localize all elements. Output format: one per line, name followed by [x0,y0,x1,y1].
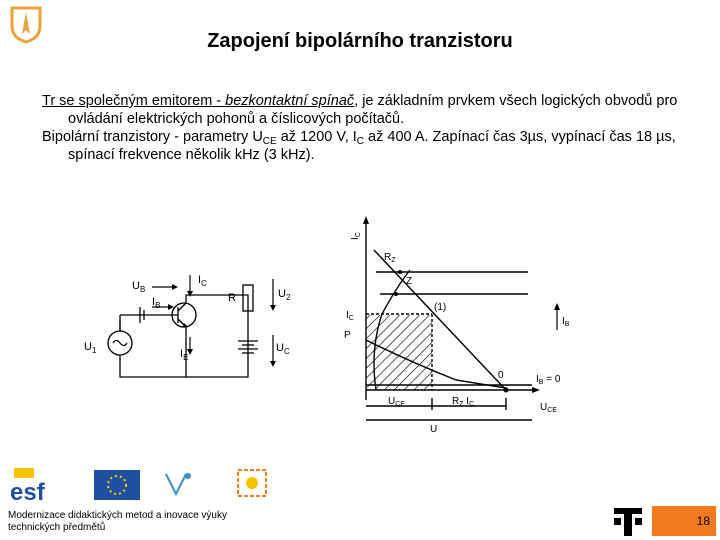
paragraph-2 [42,128,692,164]
para2-c: až 400 A. Zapínací čas 3µs, vypínací čas 18 µs, spínací frekvence několik kHz (3 kHz). [68,129,676,163]
label-z: Z [406,276,413,287]
para2-b: až 1200 V, I [276,129,357,145]
ministry-logo [158,470,198,500]
label-ic: $I_C$ [198,274,207,288]
footer-text [8,510,308,534]
op-logo [238,470,266,496]
label-ib-arrow: $I_B$ [562,316,570,328]
label-ub: $U_B$ [132,280,146,294]
label-ic-level: $I_C$ [346,310,354,322]
label-u: U [430,424,438,435]
footer-line-2: technických předmětů [8,522,106,533]
footer-line-1: Modernizace didaktických metod a inovace výuky [8,510,227,521]
axis-label-ic: $I_C$ [350,232,362,240]
label-ib: $I_B$ [152,296,161,310]
label-uc: $U_C$ [276,342,290,356]
label-p: P [344,330,351,341]
faculty-logo-icon [614,506,642,536]
para1-end: , je základním prvkem všech logických obvodů pro ovládání elektrických pohonů a číslicových počítačů. [68,93,678,127]
eu-flag-logo [94,470,140,500]
para1-emphasis: bezkontaktní spínač [225,93,355,109]
body-text [42,92,692,164]
para1-start: Tr se společným emitorem - [42,93,226,109]
label-zero: 0 [498,370,504,381]
label-r: R [228,292,236,304]
label-ib-zero: $I_B = 0$ [536,374,561,386]
label-point-1: (1) [434,302,447,313]
label-rz: $R_Z$ [384,252,396,264]
page-number-badge [652,506,716,536]
label-uce: $U_{CE}$ [388,396,405,408]
transistor-circuit-diagram [80,265,300,390]
esf-logo [8,468,80,506]
label-u1: $U_1$ [84,341,97,355]
para2-a: Bipolární tranzistory - parametry U [42,129,263,145]
output-characteristics-graph [336,210,576,440]
page-number: 18 [696,514,710,528]
paragraph-1 [42,92,692,128]
para2-sub2: C [356,136,365,147]
footer-logo-strip [8,466,288,506]
svg-text:esf: esf [10,479,45,506]
axis-label-uce: $U_{CE}$ [540,402,557,414]
label-rz-ic: $R_Z$ $I_C$ [452,396,475,408]
para2-sub1: CE [262,136,277,147]
label-u2: $U_2$ [278,288,291,302]
page-title: Zapojení bipolárního tranzistoru [207,30,513,52]
label-ie: $I_E$ [180,348,189,362]
